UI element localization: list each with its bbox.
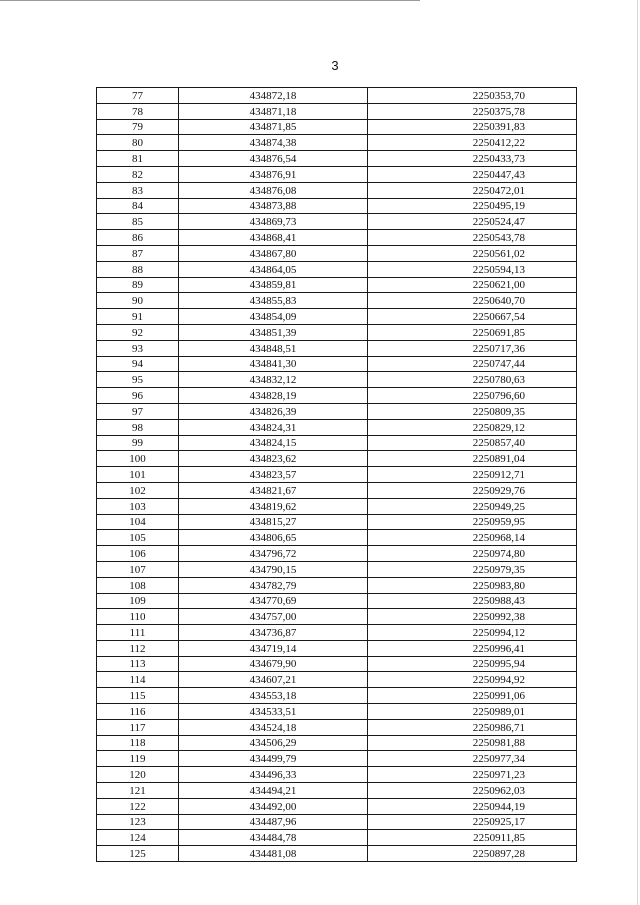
table-row <box>97 656 577 672</box>
point-number-cell: 98 <box>97 419 179 435</box>
y-coordinate-cell: 2250667,54 <box>368 309 577 325</box>
table-row <box>97 451 577 467</box>
point-number-cell: 83 <box>97 182 179 198</box>
y-coordinate-cell: 2250971,23 <box>368 767 577 783</box>
point-number-cell: 114 <box>97 672 179 688</box>
x-coordinate-cell: 434553,18 <box>179 688 368 704</box>
table-row <box>97 245 577 261</box>
page-number: 3 <box>331 58 339 73</box>
y-coordinate-cell: 2250524,47 <box>368 214 577 230</box>
x-coordinate-cell: 434859,81 <box>179 277 368 293</box>
table-row <box>97 735 577 751</box>
point-number-cell: 108 <box>97 577 179 593</box>
point-number-cell: 107 <box>97 561 179 577</box>
table-row <box>97 814 577 830</box>
y-coordinate-cell: 2250986,71 <box>368 719 577 735</box>
y-coordinate-cell: 2250447,43 <box>368 166 577 182</box>
point-number-cell: 77 <box>97 88 179 104</box>
y-coordinate-cell: 2250994,92 <box>368 672 577 688</box>
x-coordinate-cell: 434864,05 <box>179 261 368 277</box>
y-coordinate-cell: 2250944,19 <box>368 798 577 814</box>
y-coordinate-cell: 2250691,85 <box>368 324 577 340</box>
x-coordinate-cell: 434821,67 <box>179 482 368 498</box>
point-number-cell: 101 <box>97 467 179 483</box>
y-coordinate-cell: 2250594,13 <box>368 261 577 277</box>
x-coordinate-cell: 434867,80 <box>179 245 368 261</box>
table-row <box>97 182 577 198</box>
point-number-cell: 92 <box>97 324 179 340</box>
x-coordinate-cell: 434524,18 <box>179 719 368 735</box>
x-coordinate-cell: 434876,08 <box>179 182 368 198</box>
point-number-cell: 86 <box>97 230 179 246</box>
point-number-cell: 123 <box>97 814 179 830</box>
y-coordinate-cell: 2250988,43 <box>368 593 577 609</box>
table-row <box>97 214 577 230</box>
point-number-cell: 109 <box>97 593 179 609</box>
y-coordinate-cell: 2250472,01 <box>368 182 577 198</box>
x-coordinate-cell: 434824,31 <box>179 419 368 435</box>
y-coordinate-cell: 2250996,41 <box>368 640 577 656</box>
table-row <box>97 151 577 167</box>
x-coordinate-cell: 434871,85 <box>179 119 368 135</box>
table-row <box>97 356 577 372</box>
table-row <box>97 688 577 704</box>
point-number-cell: 124 <box>97 830 179 846</box>
table-row <box>97 514 577 530</box>
table-row <box>97 324 577 340</box>
y-coordinate-cell: 2250989,01 <box>368 704 577 720</box>
x-coordinate-cell: 434874,38 <box>179 135 368 151</box>
table-row <box>97 119 577 135</box>
y-coordinate-cell: 2250962,03 <box>368 783 577 799</box>
x-coordinate-cell: 434487,96 <box>179 814 368 830</box>
x-coordinate-cell: 434494,21 <box>179 783 368 799</box>
table-row <box>97 88 577 104</box>
table-row <box>97 561 577 577</box>
x-coordinate-cell: 434832,12 <box>179 372 368 388</box>
x-coordinate-cell: 434868,41 <box>179 230 368 246</box>
point-number-cell: 99 <box>97 435 179 451</box>
point-number-cell: 120 <box>97 767 179 783</box>
table-row <box>97 198 577 214</box>
table-row <box>97 830 577 846</box>
point-number-cell: 105 <box>97 530 179 546</box>
x-coordinate-cell: 434757,00 <box>179 609 368 625</box>
table-row <box>97 435 577 451</box>
point-number-cell: 78 <box>97 103 179 119</box>
x-coordinate-cell: 434533,51 <box>179 704 368 720</box>
table-row <box>97 751 577 767</box>
x-coordinate-cell: 434607,21 <box>179 672 368 688</box>
point-number-cell: 112 <box>97 640 179 656</box>
table-row <box>97 498 577 514</box>
table-row <box>97 704 577 720</box>
point-number-cell: 87 <box>97 245 179 261</box>
y-coordinate-cell: 2250959,95 <box>368 514 577 530</box>
x-coordinate-cell: 434492,00 <box>179 798 368 814</box>
x-coordinate-cell: 434819,62 <box>179 498 368 514</box>
x-coordinate-cell: 434806,65 <box>179 530 368 546</box>
table-row <box>97 467 577 483</box>
point-number-cell: 89 <box>97 277 179 293</box>
y-coordinate-cell: 2250983,80 <box>368 577 577 593</box>
coordinates-table-body <box>97 88 577 862</box>
y-coordinate-cell: 2250929,76 <box>368 482 577 498</box>
y-coordinate-cell: 2250981,88 <box>368 735 577 751</box>
x-coordinate-cell: 434484,78 <box>179 830 368 846</box>
table-row <box>97 482 577 498</box>
y-coordinate-cell: 2250912,71 <box>368 467 577 483</box>
point-number-cell: 93 <box>97 340 179 356</box>
y-coordinate-cell: 2250829,12 <box>368 419 577 435</box>
point-number-cell: 119 <box>97 751 179 767</box>
x-coordinate-cell: 434719,14 <box>179 640 368 656</box>
y-coordinate-cell: 2250561,02 <box>368 245 577 261</box>
table-row <box>97 798 577 814</box>
x-coordinate-cell: 434876,54 <box>179 151 368 167</box>
point-number-cell: 106 <box>97 546 179 562</box>
y-coordinate-cell: 2250977,34 <box>368 751 577 767</box>
y-coordinate-cell: 2250353,70 <box>368 88 577 104</box>
y-coordinate-cell: 2250995,94 <box>368 656 577 672</box>
point-number-cell: 117 <box>97 719 179 735</box>
table-row <box>97 609 577 625</box>
point-number-cell: 82 <box>97 166 179 182</box>
table-row <box>97 640 577 656</box>
table-row <box>97 277 577 293</box>
y-coordinate-cell: 2250949,25 <box>368 498 577 514</box>
point-number-cell: 103 <box>97 498 179 514</box>
x-coordinate-cell: 434481,08 <box>179 846 368 862</box>
y-coordinate-cell: 2250809,35 <box>368 403 577 419</box>
point-number-cell: 102 <box>97 482 179 498</box>
y-coordinate-cell: 2250543,78 <box>368 230 577 246</box>
x-coordinate-cell: 434869,73 <box>179 214 368 230</box>
x-coordinate-cell: 434872,18 <box>179 88 368 104</box>
y-coordinate-cell: 2250796,60 <box>368 388 577 404</box>
x-coordinate-cell: 434499,79 <box>179 751 368 767</box>
x-coordinate-cell: 434496,33 <box>179 767 368 783</box>
table-row <box>97 293 577 309</box>
point-number-cell: 80 <box>97 135 179 151</box>
point-number-cell: 81 <box>97 151 179 167</box>
x-coordinate-cell: 434770,69 <box>179 593 368 609</box>
table-row <box>97 403 577 419</box>
scan-right-edge <box>637 0 638 905</box>
y-coordinate-cell: 2250891,04 <box>368 451 577 467</box>
x-coordinate-cell: 434841,30 <box>179 356 368 372</box>
x-coordinate-cell: 434782,79 <box>179 577 368 593</box>
table-row <box>97 593 577 609</box>
table-row <box>97 530 577 546</box>
table-row <box>97 546 577 562</box>
table-row <box>97 419 577 435</box>
y-coordinate-cell: 2250391,83 <box>368 119 577 135</box>
scan-top-line <box>0 0 420 1</box>
table-row <box>97 261 577 277</box>
point-number-cell: 122 <box>97 798 179 814</box>
table-row <box>97 783 577 799</box>
point-number-cell: 113 <box>97 656 179 672</box>
y-coordinate-cell: 2250747,44 <box>368 356 577 372</box>
table-row <box>97 372 577 388</box>
point-number-cell: 118 <box>97 735 179 751</box>
table-row <box>97 388 577 404</box>
x-coordinate-cell: 434851,39 <box>179 324 368 340</box>
y-coordinate-cell: 2250911,85 <box>368 830 577 846</box>
y-coordinate-cell: 2250375,78 <box>368 103 577 119</box>
x-coordinate-cell: 434796,72 <box>179 546 368 562</box>
coordinates-table <box>96 87 577 862</box>
y-coordinate-cell: 2250994,12 <box>368 625 577 641</box>
point-number-cell: 84 <box>97 198 179 214</box>
y-coordinate-cell: 2250925,17 <box>368 814 577 830</box>
x-coordinate-cell: 434826,39 <box>179 403 368 419</box>
x-coordinate-cell: 434736,87 <box>179 625 368 641</box>
y-coordinate-cell: 2250717,36 <box>368 340 577 356</box>
table-row <box>97 767 577 783</box>
y-coordinate-cell: 2250991,06 <box>368 688 577 704</box>
point-number-cell: 88 <box>97 261 179 277</box>
table-row <box>97 103 577 119</box>
y-coordinate-cell: 2250979,35 <box>368 561 577 577</box>
point-number-cell: 115 <box>97 688 179 704</box>
x-coordinate-cell: 434790,15 <box>179 561 368 577</box>
y-coordinate-cell: 2250495,19 <box>368 198 577 214</box>
x-coordinate-cell: 434823,62 <box>179 451 368 467</box>
x-coordinate-cell: 434873,88 <box>179 198 368 214</box>
y-coordinate-cell: 2250857,40 <box>368 435 577 451</box>
x-coordinate-cell: 434876,91 <box>179 166 368 182</box>
x-coordinate-cell: 434506,29 <box>179 735 368 751</box>
point-number-cell: 110 <box>97 609 179 625</box>
y-coordinate-cell: 2250780,63 <box>368 372 577 388</box>
table-row <box>97 846 577 862</box>
y-coordinate-cell: 2250621,00 <box>368 277 577 293</box>
point-number-cell: 116 <box>97 704 179 720</box>
table-row <box>97 340 577 356</box>
point-number-cell: 111 <box>97 625 179 641</box>
x-coordinate-cell: 434871,18 <box>179 103 368 119</box>
x-coordinate-cell: 434854,09 <box>179 309 368 325</box>
point-number-cell: 96 <box>97 388 179 404</box>
point-number-cell: 97 <box>97 403 179 419</box>
point-number-cell: 90 <box>97 293 179 309</box>
x-coordinate-cell: 434679,90 <box>179 656 368 672</box>
point-number-cell: 85 <box>97 214 179 230</box>
point-number-cell: 104 <box>97 514 179 530</box>
y-coordinate-cell: 2250992,38 <box>368 609 577 625</box>
point-number-cell: 100 <box>97 451 179 467</box>
table-row <box>97 309 577 325</box>
x-coordinate-cell: 434824,15 <box>179 435 368 451</box>
point-number-cell: 121 <box>97 783 179 799</box>
y-coordinate-cell: 2250433,73 <box>368 151 577 167</box>
x-coordinate-cell: 434828,19 <box>179 388 368 404</box>
point-number-cell: 91 <box>97 309 179 325</box>
table-row <box>97 625 577 641</box>
x-coordinate-cell: 434855,83 <box>179 293 368 309</box>
x-coordinate-cell: 434823,57 <box>179 467 368 483</box>
point-number-cell: 94 <box>97 356 179 372</box>
table-row <box>97 719 577 735</box>
table-row <box>97 230 577 246</box>
point-number-cell: 95 <box>97 372 179 388</box>
x-coordinate-cell: 434848,51 <box>179 340 368 356</box>
y-coordinate-cell: 2250412,22 <box>368 135 577 151</box>
y-coordinate-cell: 2250897,28 <box>368 846 577 862</box>
y-coordinate-cell: 2250968,14 <box>368 530 577 546</box>
table-row <box>97 135 577 151</box>
table-row <box>97 577 577 593</box>
table-row <box>97 166 577 182</box>
x-coordinate-cell: 434815,27 <box>179 514 368 530</box>
point-number-cell: 125 <box>97 846 179 862</box>
y-coordinate-cell: 2250640,70 <box>368 293 577 309</box>
table-row <box>97 672 577 688</box>
y-coordinate-cell: 2250974,80 <box>368 546 577 562</box>
point-number-cell: 79 <box>97 119 179 135</box>
